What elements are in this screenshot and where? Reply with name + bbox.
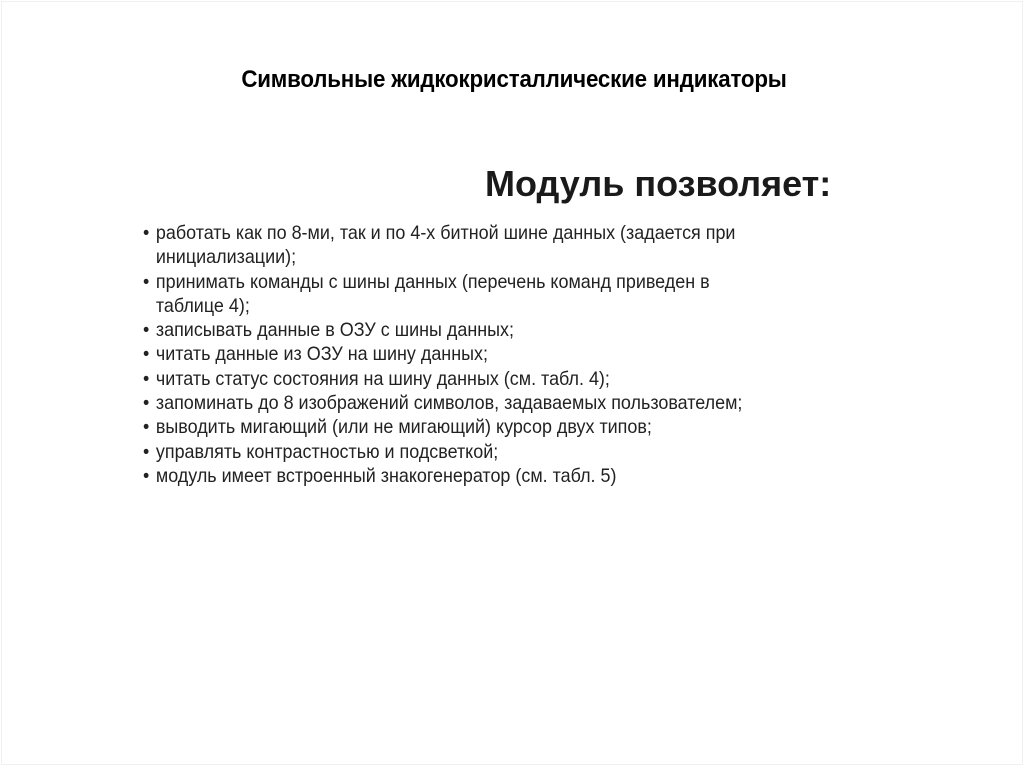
list-item-text: принимать команды с шины данных (перечень команд приведен в	[155, 270, 710, 293]
list-item-text-continued: таблице 4);	[155, 294, 250, 317]
list-item-text: работать как по 8-ми, так и по 4-х битной шине данных (задается при	[155, 222, 736, 244]
bullet-icon: •	[143, 343, 150, 366]
list-item	[143, 464, 824, 488]
list-item-text: модуль имеет встроенный знакогенератор (см. табл. 5)	[155, 464, 617, 487]
list-item-text: запоминать до 8 изображений символов, задаваемых пользователем;	[155, 392, 743, 415]
list-item	[143, 367, 824, 391]
list-item	[143, 318, 824, 342]
bullet-icon: •	[143, 440, 150, 463]
bullet-icon: •	[143, 416, 150, 439]
list-item-text: читать статус состояния на шину данных (см. табл. 4);	[155, 367, 610, 390]
list-item	[143, 270, 824, 319]
feature-list	[143, 221, 883, 488]
list-item-text: читать данные из ОЗУ на шину данных;	[155, 343, 488, 366]
bullet-icon: •	[143, 319, 150, 342]
bullet-icon: •	[143, 270, 150, 293]
list-item	[143, 391, 824, 415]
list-item-text: записывать данные в ОЗУ с шины данных;	[155, 319, 515, 342]
bullet-icon: •	[143, 367, 150, 390]
list-item	[143, 342, 824, 366]
slide-title: Символьные жидкокристаллические индикаторы	[241, 66, 787, 93]
list-item	[143, 221, 824, 270]
bullet-icon: •	[143, 464, 150, 487]
list-item-text: выводить мигающий (или не мигающий) курсор двух типов;	[155, 416, 652, 439]
slide	[1, 1, 1023, 765]
list-item	[143, 415, 824, 439]
list-item-text: управлять контрастностью и подсветкой;	[155, 440, 499, 463]
section-heading: Модуль позволяет:	[485, 163, 832, 204]
list-item-text-continued: инициализации);	[155, 246, 297, 269]
bullet-icon: •	[143, 222, 150, 244]
bullet-icon: •	[143, 392, 150, 415]
list-item	[143, 440, 824, 464]
